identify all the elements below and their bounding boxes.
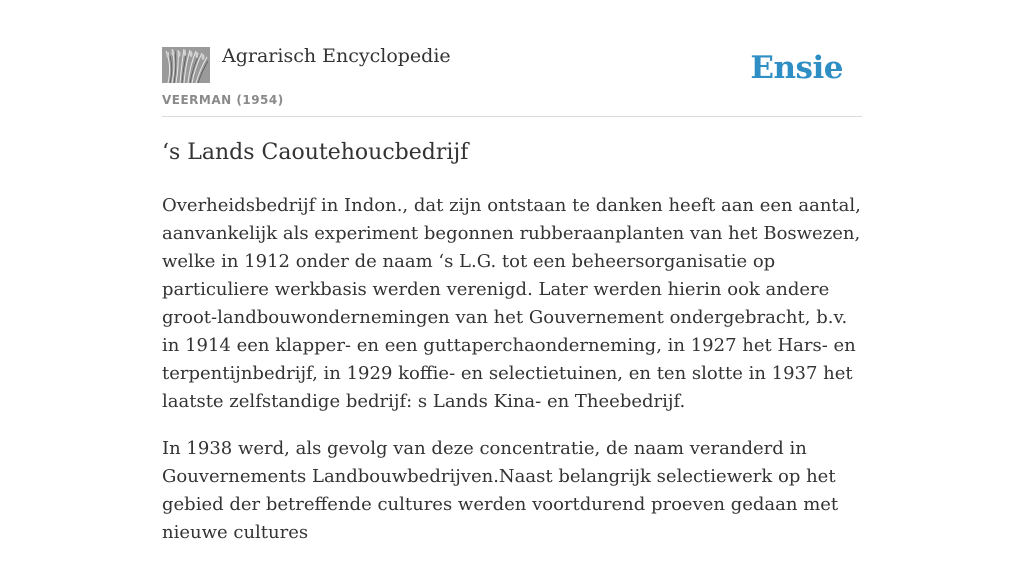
- source-header: [162, 0, 862, 117]
- wheat-illustration-icon[interactable]: [162, 47, 210, 83]
- source-author[interactable]: VEERMAN (1954): [162, 93, 284, 107]
- body-paragraph: In 1938 werd, als gevolg van deze concentratie, de naam veranderd in Gouvernements Landbouwbedrijven.Naast belangrijk selectiewerk op het gebied der betreffende cultures werden voortdurend proeven gedaan met nieuwe cultures: [162, 438, 839, 543]
- body-paragraph: Overheidsbedrijf in Indon., dat zijn ontstaan te danken heeft aan een aantal, aanvankelijk als experiment begonnen rubberaanplanten van het Boswezen, welke in 1912 onder de naam ‘s L.G. tot een beheersorganisatie op particuliere werkbasis werden verenigd. Later werden hierin ook andere groot-landbouwondernemingen van het Gouvernement ondergebracht, b.v. in 1914 een klapper- en een guttaperchaonderneming, in 1927 het Hars- en terpentijnbedrijf, in 1929 koffie- en selectietuinen, en ten slotte in 1937 het laatste zelfstandige bedrijf: s Lands Kina- en Theebedrijf.: [162, 195, 861, 412]
- brand-logo[interactable]: Ensie: [750, 50, 843, 86]
- content-column: [162, 0, 862, 543]
- entry-body: [162, 192, 867, 566]
- source-title[interactable]: Agrarisch Encyclopedie: [222, 45, 451, 67]
- entry-title: ‘s Lands Caoutehoucbedrijf: [162, 140, 469, 165]
